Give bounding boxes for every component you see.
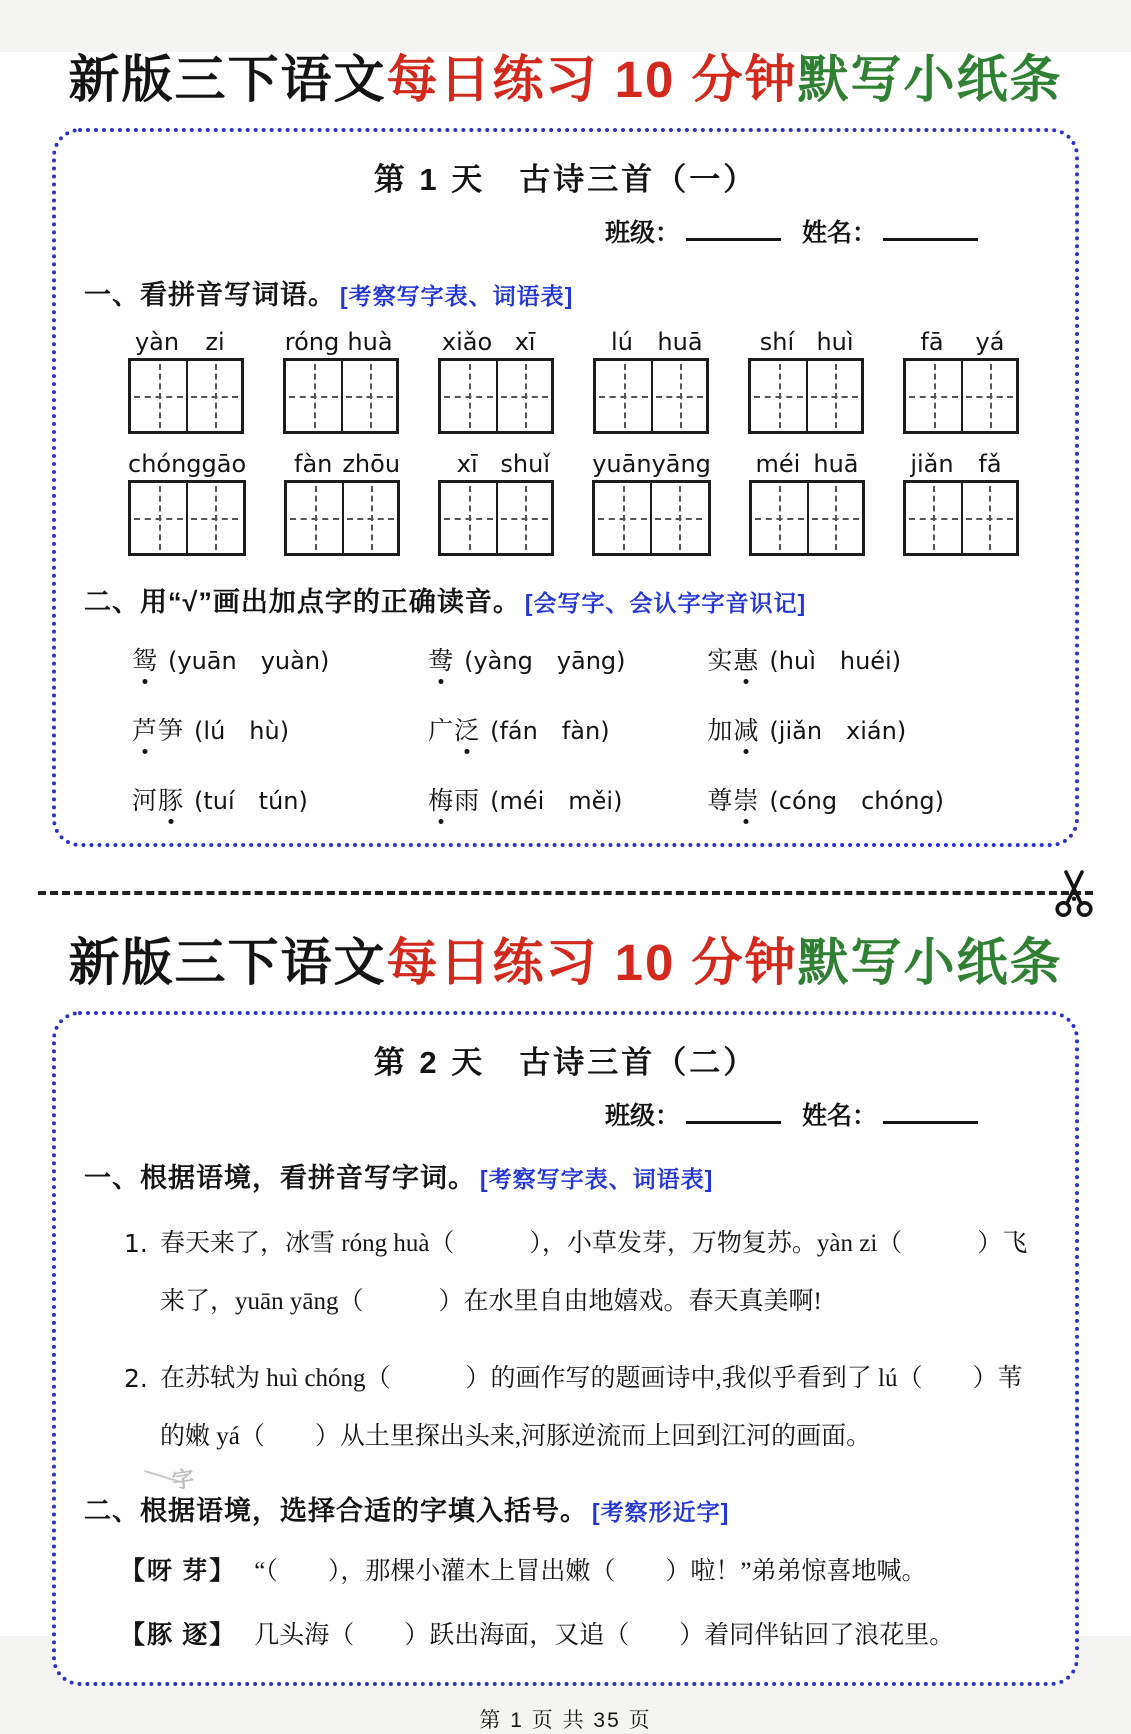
pron-item[interactable]: 实惠 (huì huéi) bbox=[707, 641, 1037, 677]
writing-cell[interactable] bbox=[496, 483, 551, 553]
pron-item[interactable]: 芦笋 (lú hù) bbox=[132, 711, 428, 747]
writing-cell[interactable] bbox=[961, 483, 1016, 553]
page-banner-title bbox=[0, 52, 1131, 108]
choice-bracket: 【呀 芽】 bbox=[120, 1558, 237, 1586]
scan-artifact: 字 bbox=[170, 1462, 197, 1496]
day2-section1-heading bbox=[84, 1156, 1047, 1195]
scissors-icon bbox=[1049, 868, 1099, 920]
writing-cell[interactable] bbox=[752, 483, 807, 553]
pron-item[interactable]: 河豚 (tuí tún) bbox=[132, 781, 428, 817]
banner-green-text: 默写小纸条 bbox=[797, 934, 1063, 992]
pinyin-label: yàn zi bbox=[134, 328, 225, 357]
day2-section1-tag: [考察写字表、词语表] bbox=[480, 1166, 714, 1193]
writing-cell[interactable] bbox=[651, 361, 706, 431]
pronunciation-choice-grid bbox=[84, 641, 1047, 817]
name-label: 姓名： bbox=[801, 1102, 877, 1131]
writing-cell[interactable] bbox=[131, 483, 186, 553]
name-label: 姓名： bbox=[801, 219, 877, 248]
item-text: 春天来了，冰雪 róng huà（ ），小草发芽，万物复苏。yàn zi（ ）飞来了，yuān yāng（ ）在水里自由地嬉戏。春天真美啊! bbox=[160, 1230, 1028, 1315]
page-banner-title-2 bbox=[0, 935, 1131, 991]
pinyin-label: xiǎo xī bbox=[441, 328, 536, 357]
pinyin-label: jiǎn fǎ bbox=[910, 450, 1002, 479]
writing-cell[interactable] bbox=[287, 483, 342, 553]
pinyin-label: méi huā bbox=[755, 450, 859, 479]
cut-line bbox=[38, 891, 1093, 895]
day2-section2-heading bbox=[84, 1465, 1047, 1528]
pron-item[interactable]: 尊崇 (cóng chóng) bbox=[707, 781, 1037, 817]
writing-cell[interactable] bbox=[806, 361, 861, 431]
banner-red-text: 每日练习 10 分钟 bbox=[386, 934, 798, 992]
word-grid bbox=[128, 450, 246, 556]
char-choice-item-2[interactable] bbox=[84, 1616, 1047, 1656]
page-number: 第 1 页 共 35 页 bbox=[479, 1709, 652, 1733]
word-grid bbox=[438, 450, 554, 556]
char-choice-item-1[interactable] bbox=[84, 1552, 1047, 1592]
day1-section2-heading bbox=[84, 580, 1047, 619]
day1-worksheet-box bbox=[52, 128, 1079, 847]
pinyin-label: róng huà bbox=[284, 328, 393, 357]
word-grid bbox=[128, 328, 244, 434]
choice-text: 几头海（ ）跃出海面，又追（ ）着同伴钻回了浪花里。 bbox=[254, 1622, 955, 1650]
day1-section1-heading bbox=[84, 273, 1047, 312]
writing-cell[interactable] bbox=[807, 483, 862, 553]
banner-black-text: 新版三下语文 bbox=[68, 51, 387, 108]
fill-blank-item-1[interactable] bbox=[84, 1215, 1047, 1330]
banner-red-text: 每日练习 10 分钟 bbox=[386, 51, 798, 108]
pinyin-label: lú huā bbox=[611, 328, 703, 357]
day1-title: 第 1 天 古诗三首（一） bbox=[373, 162, 758, 198]
choice-text: “（ ），那棵小灌木上冒出嫩（ ）啦！”弟弟惊喜地喊。 bbox=[254, 1558, 927, 1586]
writing-cell[interactable] bbox=[441, 361, 496, 431]
word-grid bbox=[903, 328, 1019, 434]
choice-bracket: 【豚 逐】 bbox=[120, 1622, 237, 1650]
class-input-line[interactable] bbox=[686, 1102, 781, 1124]
word-grid bbox=[284, 450, 400, 556]
item-number: 1. bbox=[124, 1229, 148, 1259]
word-grid bbox=[283, 328, 399, 434]
writing-cell[interactable] bbox=[595, 483, 650, 553]
pinyin-label: fàn zhōu bbox=[294, 450, 401, 479]
class-input-line[interactable] bbox=[686, 219, 781, 241]
writing-cell[interactable] bbox=[186, 483, 241, 553]
word-grid bbox=[438, 328, 554, 434]
word-grid bbox=[748, 328, 864, 434]
day2-section2-tag: [考察形近字] bbox=[592, 1499, 730, 1526]
writing-cell[interactable] bbox=[496, 361, 551, 431]
writing-cell[interactable] bbox=[596, 361, 651, 431]
word-grid bbox=[592, 450, 711, 556]
writing-cell[interactable] bbox=[961, 361, 1016, 431]
day1-section2-tag: [会写字、会认字字音识记] bbox=[524, 590, 807, 617]
pron-item[interactable]: 鸳 (yuān yuàn) bbox=[132, 641, 428, 677]
banner-black-text: 新版三下语文 bbox=[68, 934, 387, 992]
writing-cell[interactable] bbox=[186, 361, 241, 431]
pinyin-grid-row-2 bbox=[84, 450, 1047, 556]
pinyin-label: xī shuǐ bbox=[456, 450, 550, 479]
pinyin-label: shí huì bbox=[759, 328, 854, 357]
pron-item[interactable]: 广泛 (fán fàn) bbox=[428, 711, 707, 747]
word-grid bbox=[903, 450, 1019, 556]
item-number: 2. bbox=[124, 1364, 148, 1394]
class-label: 班级： bbox=[605, 1102, 681, 1131]
writing-cell[interactable] bbox=[650, 483, 705, 553]
pron-item[interactable]: 梅雨 (méi měi) bbox=[428, 781, 707, 817]
pron-item[interactable]: 加减 (jiǎn xián) bbox=[707, 711, 1037, 747]
writing-cell[interactable] bbox=[341, 361, 396, 431]
pron-item[interactable]: 鸯 (yàng yāng) bbox=[428, 641, 707, 677]
day1-section1-heading-text: 一、看拼音写词语。 bbox=[84, 280, 336, 311]
day2-worksheet-box bbox=[52, 1011, 1079, 1686]
name-input-line[interactable] bbox=[883, 219, 978, 241]
pinyin-grid-row-1 bbox=[84, 328, 1047, 434]
class-label: 班级： bbox=[605, 219, 681, 248]
day1-section2-heading-text: 二、用“√”画出加点字的正确读音。 bbox=[84, 587, 521, 618]
day1-id-row bbox=[84, 213, 1047, 249]
writing-cell[interactable] bbox=[131, 361, 186, 431]
writing-cell[interactable] bbox=[342, 483, 397, 553]
writing-cell[interactable] bbox=[286, 361, 341, 431]
name-input-line[interactable] bbox=[883, 1102, 978, 1124]
day1-section1-tag: [考察写字表、词语表] bbox=[340, 283, 574, 310]
writing-cell[interactable] bbox=[906, 483, 961, 553]
fill-blank-item-2[interactable] bbox=[84, 1350, 1047, 1465]
pinyin-label: fā yá bbox=[920, 328, 1005, 357]
pinyin-label: chóng gāo bbox=[128, 450, 247, 479]
word-grid bbox=[593, 328, 709, 434]
pinyin-label: yuān yāng bbox=[592, 450, 711, 479]
writing-cell[interactable] bbox=[906, 361, 961, 431]
writing-cell[interactable] bbox=[441, 483, 496, 553]
writing-cell[interactable] bbox=[751, 361, 806, 431]
day2-section1-heading-text: 一、根据语境，看拼音写字词。 bbox=[84, 1163, 476, 1194]
item-text: 在苏轼为 huì chóng（ ）的画作写的题画诗中,我似乎看到了 lú（ ）苇的嫩 yá（ ）从土里探出头来,河豚逆流而上回到江河的画面。 bbox=[160, 1365, 1023, 1450]
word-grid bbox=[749, 450, 865, 556]
day2-title: 第 2 天 古诗三首（二） bbox=[373, 1045, 758, 1081]
day2-id-row bbox=[84, 1096, 1047, 1132]
day2-section2-heading-text: 二、根据语境，选择合适的字填入括号。 bbox=[84, 1496, 588, 1527]
banner-green-text: 默写小纸条 bbox=[797, 51, 1063, 108]
